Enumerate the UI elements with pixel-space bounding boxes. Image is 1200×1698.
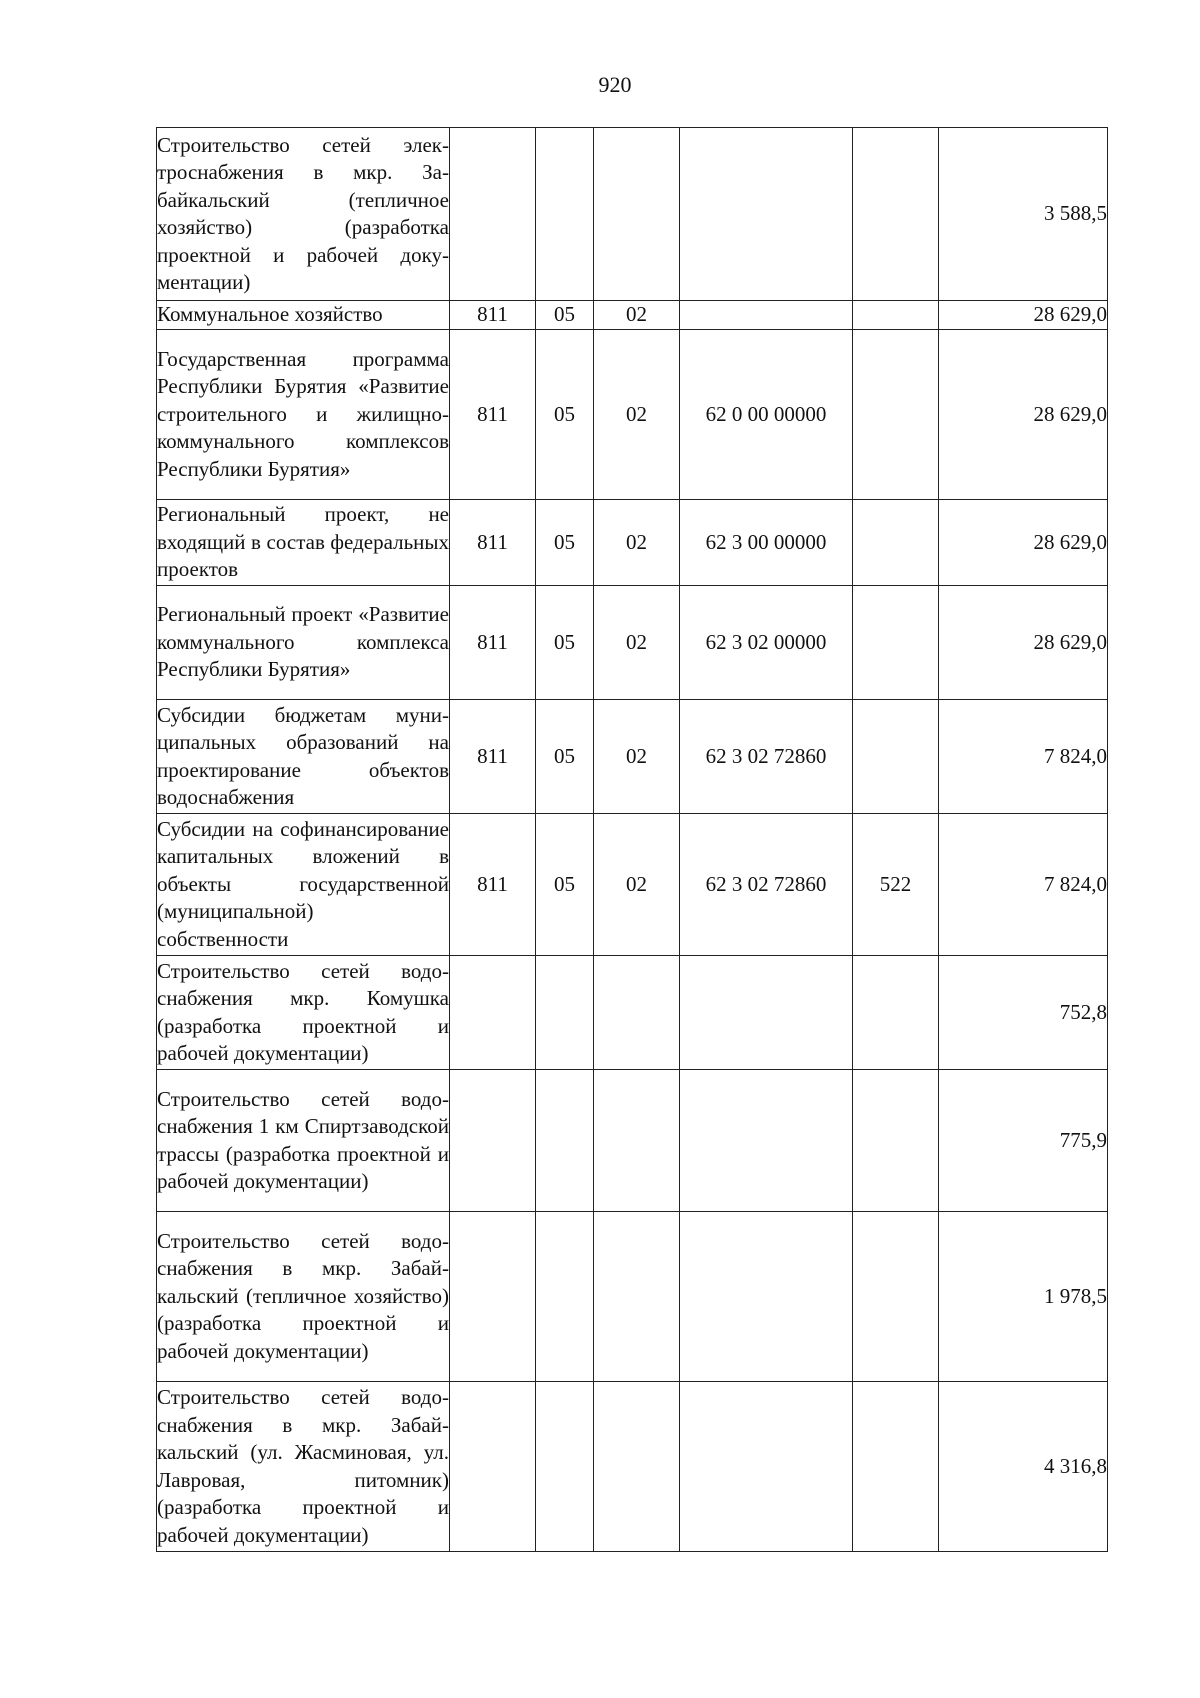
row-name: Строительство сетей электроснабжения в мкр. Забайкальский (тепличное хозяйство) (разработка проектной и рабочей документации)	[157, 128, 450, 301]
row-pr	[594, 128, 680, 301]
row-grbs	[450, 128, 536, 301]
row-sum: 28 629,0	[939, 330, 1108, 500]
row-grbs: 811	[450, 700, 536, 814]
row-rz	[536, 128, 594, 301]
row-vr	[853, 128, 939, 301]
row-pr: 02	[594, 330, 680, 500]
row-grbs	[450, 1382, 536, 1552]
row-name: Региональный проект, не входящий в состав федеральных проектов	[157, 500, 450, 586]
table-row	[157, 814, 1108, 956]
row-name: Региональный проект «Развитие коммунального комплекса Республики Бурятия»	[157, 586, 450, 700]
row-grbs	[450, 956, 536, 1070]
row-pr	[594, 956, 680, 1070]
row-vr	[853, 586, 939, 700]
row-grbs: 811	[450, 814, 536, 956]
row-rz: 05	[536, 500, 594, 586]
row-vr	[853, 301, 939, 330]
table-row	[157, 700, 1108, 814]
row-csr: 62 3 00 00000	[680, 500, 853, 586]
row-pr: 02	[594, 500, 680, 586]
row-csr	[680, 128, 853, 301]
row-csr: 62 0 00 00000	[680, 330, 853, 500]
row-grbs: 811	[450, 500, 536, 586]
row-sum: 28 629,0	[939, 500, 1108, 586]
row-pr: 02	[594, 586, 680, 700]
row-vr	[853, 1070, 939, 1212]
row-rz: 05	[536, 301, 594, 330]
table-row	[157, 301, 1108, 330]
row-name: Строительство сетей водоснабжения мкр. Комушка (разработка проектной и рабочей документации)	[157, 956, 450, 1070]
row-name: Строительство сетей водоснабжения в мкр. Забайкальский (тепличное хозяйство) (разработка проектной и рабочей документации)	[157, 1212, 450, 1382]
row-csr: 62 3 02 72860	[680, 700, 853, 814]
row-grbs	[450, 1212, 536, 1382]
row-pr: 02	[594, 700, 680, 814]
row-csr	[680, 1070, 853, 1212]
table-row	[157, 1070, 1108, 1212]
row-grbs: 811	[450, 301, 536, 330]
row-grbs: 811	[450, 330, 536, 500]
row-vr	[853, 1212, 939, 1382]
row-pr	[594, 1382, 680, 1552]
table-row	[157, 586, 1108, 700]
row-csr	[680, 956, 853, 1070]
row-sum: 1 978,5	[939, 1212, 1108, 1382]
table-row	[157, 500, 1108, 586]
row-rz: 05	[536, 586, 594, 700]
row-name: Коммунальное хозяйство	[157, 301, 450, 330]
row-name: Государственная программа Республики Бурятия «Развитие строительного и жилищно-коммунального комплексов Республики Бурятия»	[157, 330, 450, 500]
row-sum: 4 316,8	[939, 1382, 1108, 1552]
page-number: 920	[598, 72, 632, 97]
row-pr: 02	[594, 814, 680, 956]
row-name: Субсидии на софинансирование капитальных вложений в объекты государственной (муниципальной) собственности	[157, 814, 450, 956]
row-pr	[594, 1212, 680, 1382]
row-vr	[853, 1382, 939, 1552]
row-rz	[536, 1212, 594, 1382]
budget-table	[156, 127, 1108, 1552]
row-grbs	[450, 1070, 536, 1212]
row-csr: 62 3 02 72860	[680, 814, 853, 956]
row-rz: 05	[536, 700, 594, 814]
table-row	[157, 1382, 1108, 1552]
row-vr	[853, 956, 939, 1070]
table-row	[157, 1212, 1108, 1382]
row-pr	[594, 1070, 680, 1212]
row-sum: 28 629,0	[939, 301, 1108, 330]
row-grbs: 811	[450, 586, 536, 700]
row-csr	[680, 1212, 853, 1382]
row-csr	[680, 301, 853, 330]
row-csr: 62 3 02 00000	[680, 586, 853, 700]
table-row	[157, 956, 1108, 1070]
row-csr	[680, 1382, 853, 1552]
table-row	[157, 128, 1108, 301]
row-sum: 775,9	[939, 1070, 1108, 1212]
row-pr: 02	[594, 301, 680, 330]
row-name: Строительство сетей водоснабжения 1 км Спиртзаводской трассы (разработка проектной и рабочей документации)	[157, 1070, 450, 1212]
row-name: Строительство сетей водоснабжения в мкр. Забайкальский (ул. Жасминовая, ул. Лавровая, питомник) (разработка проектной и рабочей документации)	[157, 1382, 450, 1552]
row-rz	[536, 1070, 594, 1212]
row-rz	[536, 956, 594, 1070]
row-rz: 05	[536, 814, 594, 956]
row-sum: 7 824,0	[939, 814, 1108, 956]
row-name: Субсидии бюджетам муниципальных образований на проектирование объектов водоснабжения	[157, 700, 450, 814]
row-sum: 28 629,0	[939, 586, 1108, 700]
row-vr	[853, 330, 939, 500]
row-sum: 3 588,5	[939, 128, 1108, 301]
row-vr	[853, 700, 939, 814]
row-rz: 05	[536, 330, 594, 500]
row-rz	[536, 1382, 594, 1552]
row-sum: 752,8	[939, 956, 1108, 1070]
row-sum: 7 824,0	[939, 700, 1108, 814]
row-vr: 522	[853, 814, 939, 956]
table-row	[157, 330, 1108, 500]
row-vr	[853, 500, 939, 586]
